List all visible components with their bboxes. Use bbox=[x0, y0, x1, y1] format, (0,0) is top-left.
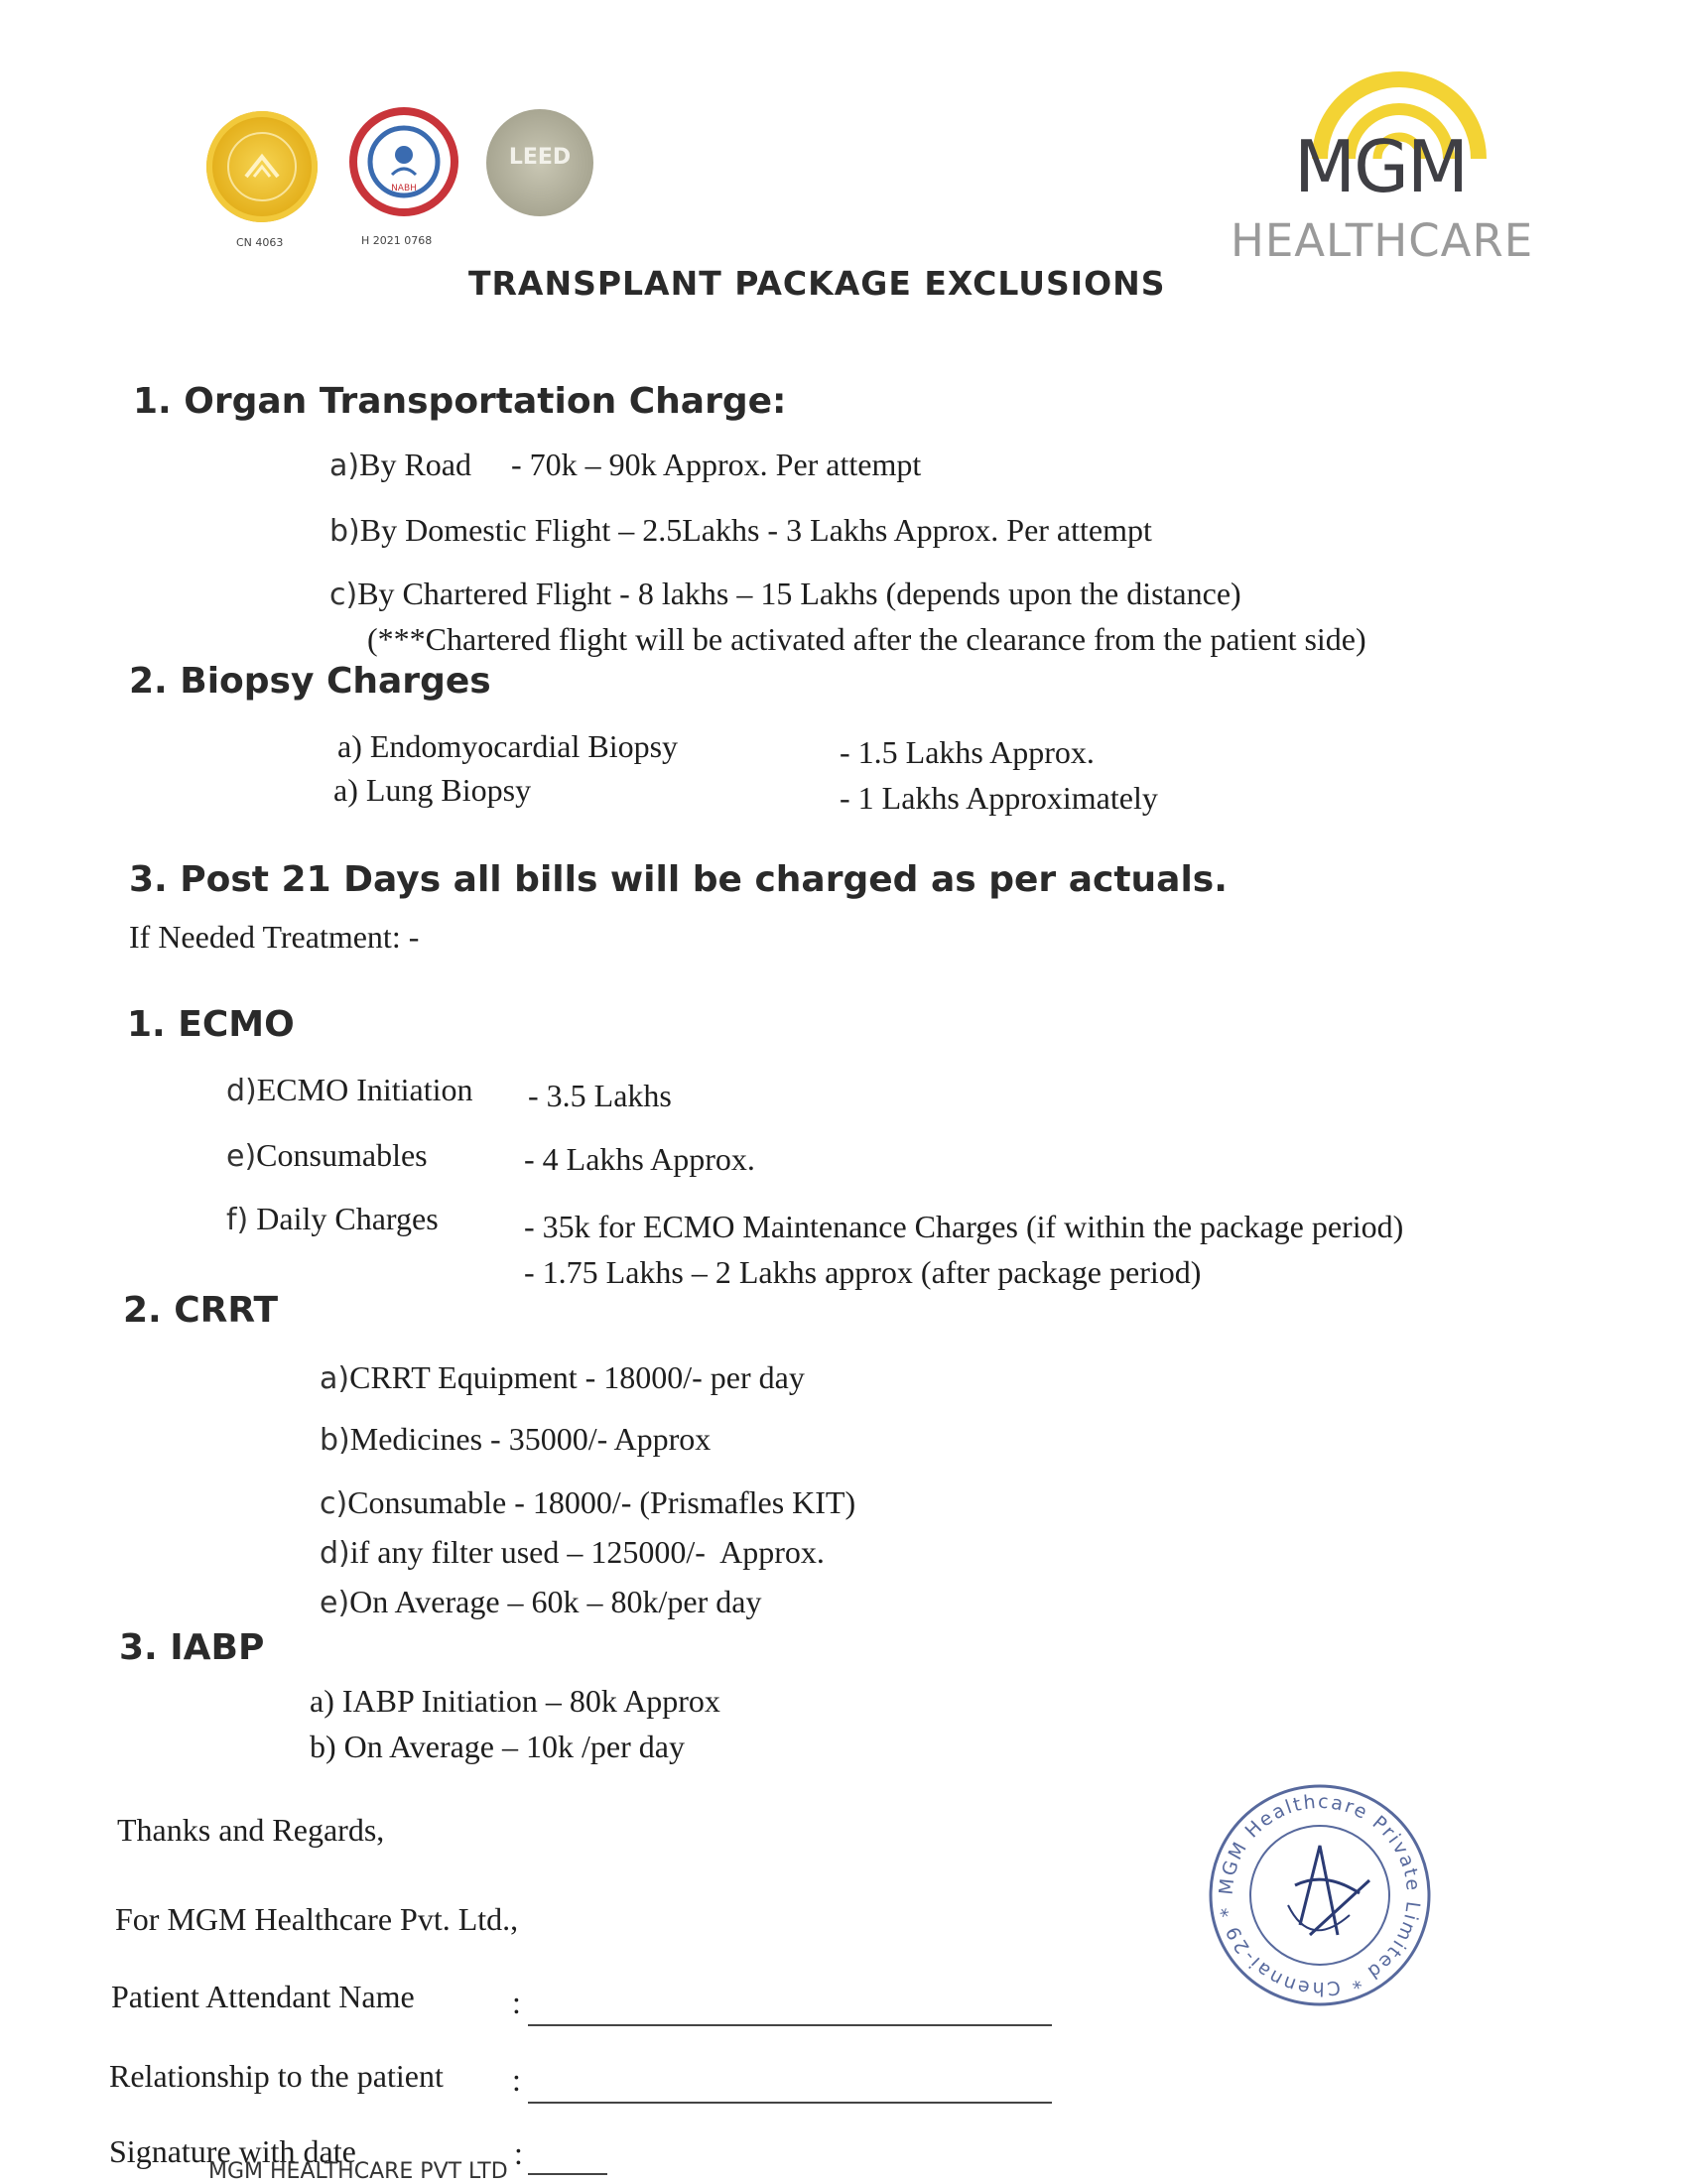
company-text: For MGM Healthcare Pvt. Ltd., bbox=[115, 1901, 519, 1937]
thanks-text: Thanks and Regards, bbox=[117, 1812, 385, 1848]
leed-seal bbox=[486, 109, 593, 216]
ecmo-value: - 35k for ECMO Maintenance Charges (if within the package period) bbox=[524, 1209, 1404, 1244]
field-colon: : bbox=[512, 1985, 521, 2020]
list-item: e)On Average – 60k – 80k/per day bbox=[320, 1584, 762, 1620]
logo-healthcare: HEALTHCARE bbox=[1231, 214, 1534, 267]
field-colon: : bbox=[514, 2135, 523, 2171]
list-item: c)Consumable - 18000/- (Prismafles KIT) bbox=[320, 1484, 856, 1521]
jci-caption: CN 4063 bbox=[236, 236, 284, 249]
crrt-heading: 2. CRRT bbox=[123, 1290, 279, 1331]
nabh-seal bbox=[349, 107, 458, 216]
logo-mgm: MGM bbox=[1294, 125, 1468, 208]
list-item: b)Medicines - 35000/- Approx bbox=[320, 1421, 712, 1458]
section-organ-transport-heading: 1. Organ Transportation Charge: bbox=[133, 381, 787, 422]
attendant-name-line[interactable] bbox=[528, 2024, 1052, 2026]
ecmo-row: f) Daily Charges bbox=[226, 1201, 439, 1237]
svg-text:MGM Healthcare Private Limited bbox=[1216, 1791, 1425, 1999]
ecmo-heading: 1. ECMO bbox=[127, 1004, 295, 1045]
jci-seal-mark bbox=[206, 111, 318, 222]
ecmo-value-extra: - 1.75 Lakhs – 2 Lakhs approx (after package period) bbox=[524, 1254, 1202, 1290]
company-stamp bbox=[1201, 1776, 1439, 2014]
nabh-seal-mark bbox=[357, 115, 451, 208]
page-title: TRANSPLANT PACKAGE EXCLUSIONS bbox=[468, 264, 1166, 303]
ecmo-value: - 4 Lakhs Approx. bbox=[524, 1141, 755, 1177]
section-post21-heading: 3. Post 21 Days all bills will be charged as per actuals. bbox=[129, 859, 1228, 900]
if-needed-label: If Needed Treatment: - bbox=[129, 919, 420, 955]
relationship-line[interactable] bbox=[528, 2102, 1052, 2104]
section-biopsy-heading: 2. Biopsy Charges bbox=[129, 661, 491, 702]
iabp-heading: 3. IABP bbox=[119, 1627, 265, 1668]
chartered-note: (***Chartered flight will be activated after the clearance from the patient side) bbox=[367, 621, 1366, 657]
biopsy-value: - 1.5 Lakhs Approx. bbox=[840, 734, 1095, 770]
field-label: Relationship to the patient bbox=[109, 2058, 444, 2094]
svg-text:NABH: NABH bbox=[391, 184, 417, 193]
field-label: Signature with date bbox=[109, 2133, 356, 2169]
stamp-text: MGM Healthcare Private Limited * Chennai-29 * bbox=[1215, 1790, 1425, 2000]
field-label: Patient Attendant Name bbox=[111, 1979, 415, 2014]
list-item: b) On Average – 10k /per day bbox=[310, 1729, 685, 1764]
ecmo-row: d)ECMO Initiation bbox=[226, 1072, 473, 1108]
list-item: a)By Road - 70k – 90k Approx. Per attempt bbox=[329, 447, 922, 483]
signature-line[interactable] bbox=[528, 2173, 607, 2175]
ecmo-row: e)Consumables bbox=[226, 1137, 428, 1174]
list-item: d)if any filter used – 125000/- Approx. bbox=[320, 1534, 825, 1571]
list-item: c)By Chartered Flight - 8 lakhs – 15 Lakhs (depends upon the distance) bbox=[329, 576, 1241, 612]
biopsy-value: - 1 Lakhs Approximately bbox=[840, 780, 1158, 816]
nabh-caption: H 2021 0768 bbox=[361, 234, 433, 247]
biopsy-label: a) Endomyocardial Biopsy bbox=[337, 728, 679, 764]
list-item: a)CRRT Equipment - 18000/- per day bbox=[320, 1359, 805, 1396]
field-colon: : bbox=[512, 2062, 521, 2098]
bottom-cut-text: MGM HEALTHCARE PVT LTD bbox=[208, 2159, 508, 2184]
list-item: a) IABP Initiation – 80k Approx bbox=[310, 1683, 720, 1719]
ecmo-value: - 3.5 Lakhs bbox=[528, 1078, 672, 1113]
list-item: b)By Domestic Flight – 2.5Lakhs - 3 Lakhs Approx. Per attempt bbox=[329, 512, 1152, 549]
biopsy-label: a) Lung Biopsy bbox=[333, 772, 532, 808]
leed-seal-text: LEED bbox=[508, 145, 572, 170]
jci-seal bbox=[206, 111, 318, 222]
